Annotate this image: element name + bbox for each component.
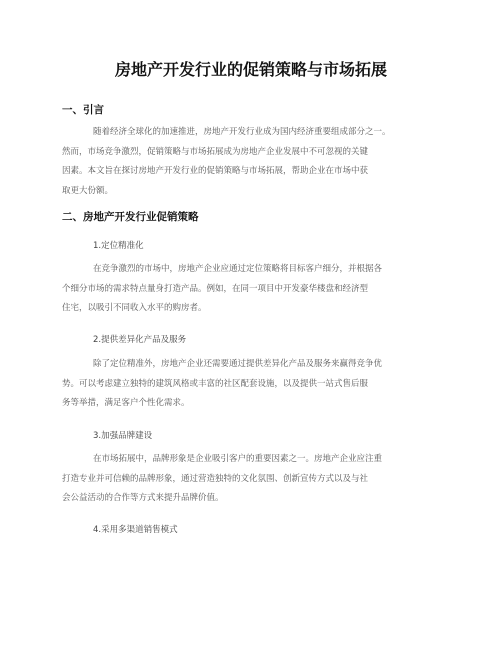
subsection-label-multichannel-sales: 4.采用多渠道销售模式: [93, 525, 178, 535]
paragraph-line: 随着经济全球化的加速推进，房地产开发行业成为国内经济重要组成部分之一。: [93, 127, 391, 137]
brand-building-paragraph: [62, 450, 442, 509]
paragraph-line: 取更大份额。: [62, 185, 114, 196]
paragraph-line: 除了定位精准外，房地产企业还需要通过提供差异化产品及服务来赢得竞争优: [93, 359, 383, 369]
introduction-paragraph: [62, 123, 442, 201]
paragraph-line: 个细分市场的需求特点量身打造产品。例如，在同一项目中开发豪华楼盘和经济型: [62, 283, 369, 294]
differentiated-products-paragraph: [62, 355, 442, 414]
paragraph-line: 因素。本文旨在探讨房地产开发行业的促销策略与市场拓展，帮助企业在市场中获: [62, 166, 369, 176]
section-heading-introduction: 一、引言: [62, 104, 104, 116]
subsection-label-precise-positioning: 1.定位精准化: [93, 241, 144, 251]
paragraph-line: 务等举措，满足客户个性化需求。: [62, 398, 190, 408]
document-title: 房地产开发行业的促销策略与市场拓展: [114, 60, 387, 79]
paragraph-line: 打造专业并可信赖的品牌形象，通过营造独特的文化氛围、创新宣传方式以及与社: [62, 473, 369, 484]
section-heading-promotion-strategies: 二、房地产开发行业促销策略: [62, 211, 199, 223]
subsection-label-differentiated-products: 2.提供差异化产品及服务: [93, 335, 187, 345]
paragraph-line: 住宅，以吸引不同收入水平的购房者。: [62, 303, 207, 313]
subsection-label-brand-building: 3.加强品牌建设: [93, 431, 153, 441]
precise-positioning-paragraph: [62, 260, 442, 319]
paragraph-line: 然而，市场竞争激烈，促销策略与市场拓展成为房地产企业发展中不可忽视的关键: [62, 146, 369, 157]
paragraph-line: 势。可以考虑建立独特的建筑风格或丰富的社区配套设施，以及提供一站式售后服: [62, 378, 369, 389]
paragraph-line: 会公益活动的合作等方式来提升品牌价值。: [62, 493, 224, 503]
paragraph-line: 在竞争激烈的市场中，房地产企业应通过定位策略将目标客户细分，并根据各: [93, 264, 383, 274]
paragraph-line: 在市场拓展中，品牌形象是企业吸引客户的重要因素之一。房地产企业应注重: [93, 454, 383, 464]
